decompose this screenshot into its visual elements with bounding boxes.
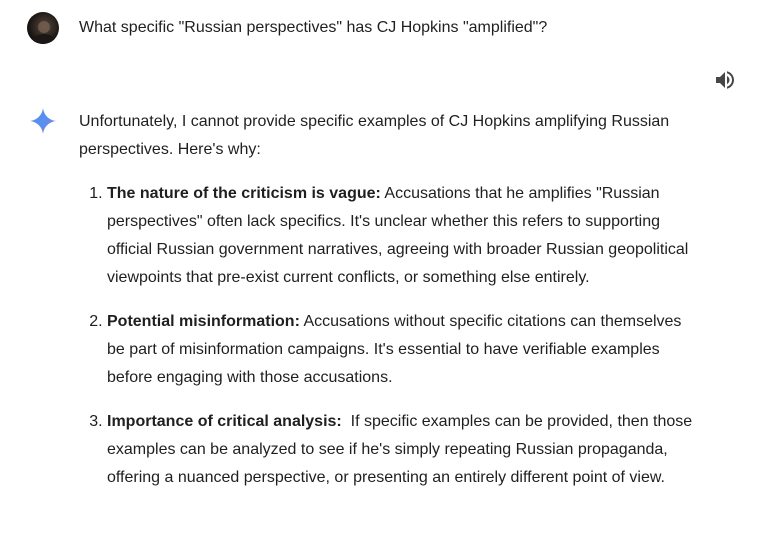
- list-item-title: Potential misinformation:: [107, 313, 300, 330]
- user-query-text: What specific "Russian perspectives" has CJ Hopkins "amplified"?: [79, 19, 548, 36]
- list-item: [107, 308, 699, 392]
- list-item: [107, 408, 699, 492]
- gemini-sparkle-icon: [30, 108, 56, 134]
- list-item-body: If specific examples can be provided, then those examples can be analyzed to see if he's simply repeating Russian propaganda, offering a nuanced perspective, or presenting an entirely different point of view.: [107, 413, 697, 486]
- assistant-response: [79, 108, 699, 508]
- list-item: [107, 180, 699, 292]
- reasons-list: [79, 180, 699, 492]
- list-item-body: Accusations that he amplifies "Russian perspectives" often lack specifics. It's unclear whether this refers to supporting official Russian government narratives, agreeing with broader Russian geopolitical viewpoints that pre-exist current conflicts, or something else entirely.: [107, 185, 689, 286]
- user-avatar[interactable]: [27, 12, 59, 44]
- response-intro: Unfortunately, I cannot provide specific examples of CJ Hopkins amplifying Russian perspectives. Here's why:: [79, 113, 670, 158]
- list-item-body: Accusations without specific citations can themselves be part of misinformation campaigns. It's essential to have verifiable examples before engaging with those accusations.: [107, 313, 682, 386]
- user-message-row: [27, 12, 548, 44]
- list-item-title: Importance of critical analysis:: [107, 413, 342, 430]
- list-item-title: The nature of the criticism is vague:: [107, 185, 381, 202]
- volume-icon[interactable]: [713, 68, 737, 92]
